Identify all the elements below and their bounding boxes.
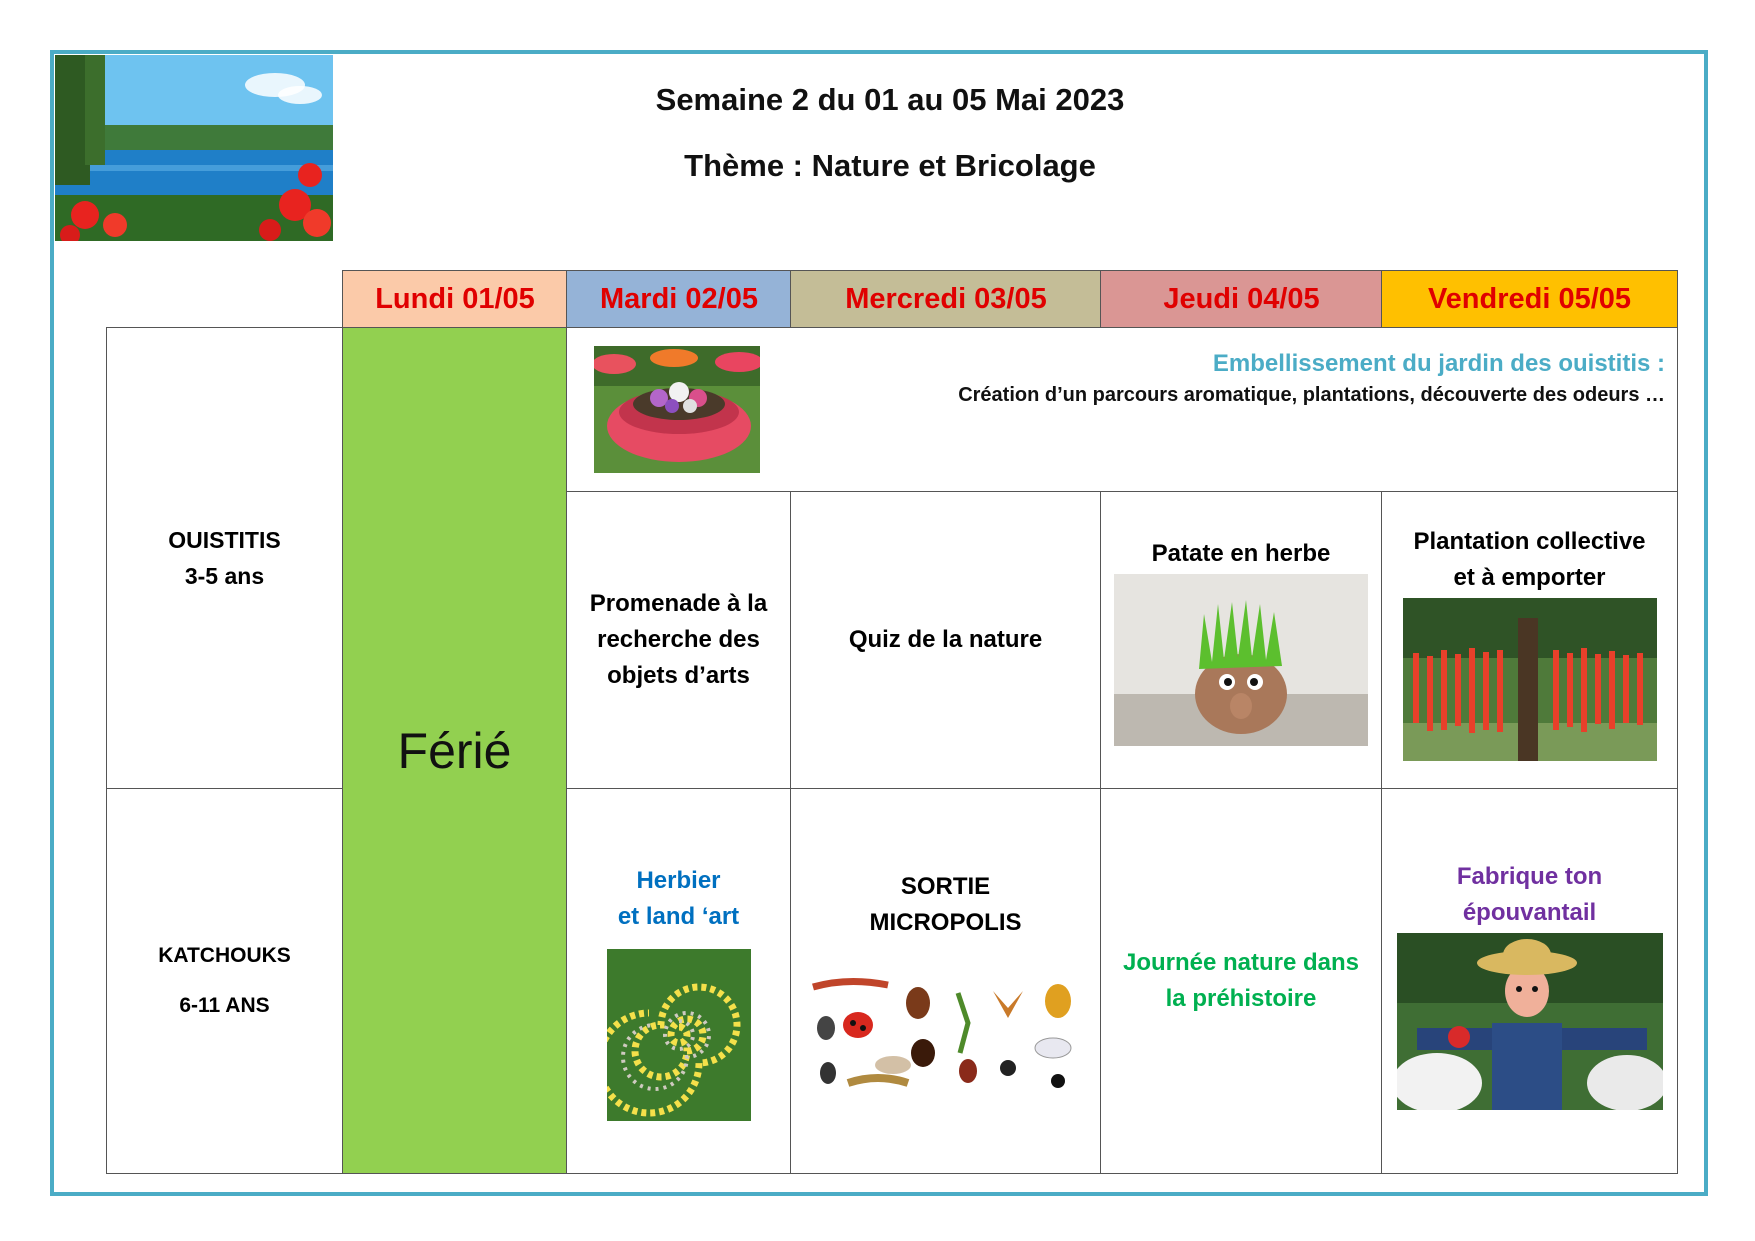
day-header-mercredi: Mercredi 03/05 <box>790 270 1101 328</box>
journee-line2: la préhistoire <box>1165 985 1317 1012</box>
patate-label: Patate en herbe <box>1151 540 1331 567</box>
banner-title: Embellissement du jardin des ouistitis : <box>1212 350 1665 377</box>
banner-description: Création d’un parcours aromatique, plantations, découverte des odeurs … <box>958 384 1665 406</box>
group-katchouks-name: KATCHOUKS <box>158 944 291 967</box>
fabrique-line2: épouvantail <box>1462 899 1597 926</box>
week-title: Semaine 2 du 01 au 05 Mai 2023 <box>655 82 1125 117</box>
katchouks-mercredi-cell <box>790 788 1101 1174</box>
group-katchouks <box>106 788 343 1174</box>
tree-ribbons-photo <box>1403 598 1657 761</box>
ouistitis-banner <box>566 327 1678 492</box>
lake-photo <box>55 55 333 241</box>
plantation-line2: et à emporter <box>1453 564 1606 591</box>
promenade-line1: Promenade à la <box>589 590 768 617</box>
katchouks-vendredi-cell <box>1381 788 1678 1174</box>
ouistitis-jeudi-cell <box>1100 491 1382 789</box>
ouistitis-vendredi-cell <box>1381 491 1678 789</box>
day-header-jeudi: Jeudi 04/05 <box>1100 270 1382 328</box>
land-art-photo <box>607 949 751 1121</box>
group-ouistitis <box>106 327 343 789</box>
scarecrow-photo <box>1397 933 1663 1110</box>
katchouks-mardi-cell <box>566 788 791 1174</box>
group-ouistitis-name: OUISTITIS <box>168 527 281 553</box>
plantation-line1: Plantation collective <box>1413 528 1646 555</box>
group-ouistitis-age: 3-5 ans <box>184 563 265 589</box>
theme-title: Thème : Nature et Bricolage <box>684 148 1096 183</box>
sortie-line2: MICROPOLIS <box>869 909 1022 936</box>
grass-head-photo <box>1114 574 1368 746</box>
promenade-line3: objets d’arts <box>607 662 750 689</box>
katchouks-jeudi-cell <box>1100 788 1382 1174</box>
quiz-label: Quiz de la nature <box>848 626 1043 653</box>
day-header-lundi: Lundi 01/05 <box>342 270 567 328</box>
journee-line1: Journée nature dans <box>1122 949 1360 976</box>
fabrique-line1: Fabrique ton <box>1456 863 1603 890</box>
tyre-planter-photo <box>594 346 760 473</box>
day-header-vendredi: Vendredi 05/05 <box>1381 270 1678 328</box>
holiday-label: Férié <box>397 722 512 779</box>
group-katchouks-age: 6-11 ANS <box>179 994 270 1017</box>
promenade-line2: recherche des <box>597 626 760 653</box>
insects-photo <box>808 973 1084 1097</box>
herbier-line2: et land ‘art <box>617 903 740 930</box>
ouistitis-mardi-cell <box>566 491 791 789</box>
ouistitis-mercredi-cell <box>790 491 1101 789</box>
day-header-mardi: Mardi 02/05 <box>566 270 791 328</box>
sortie-line1: SORTIE <box>900 873 991 900</box>
holiday-cell <box>342 327 567 1174</box>
herbier-line1: Herbier <box>636 867 721 894</box>
